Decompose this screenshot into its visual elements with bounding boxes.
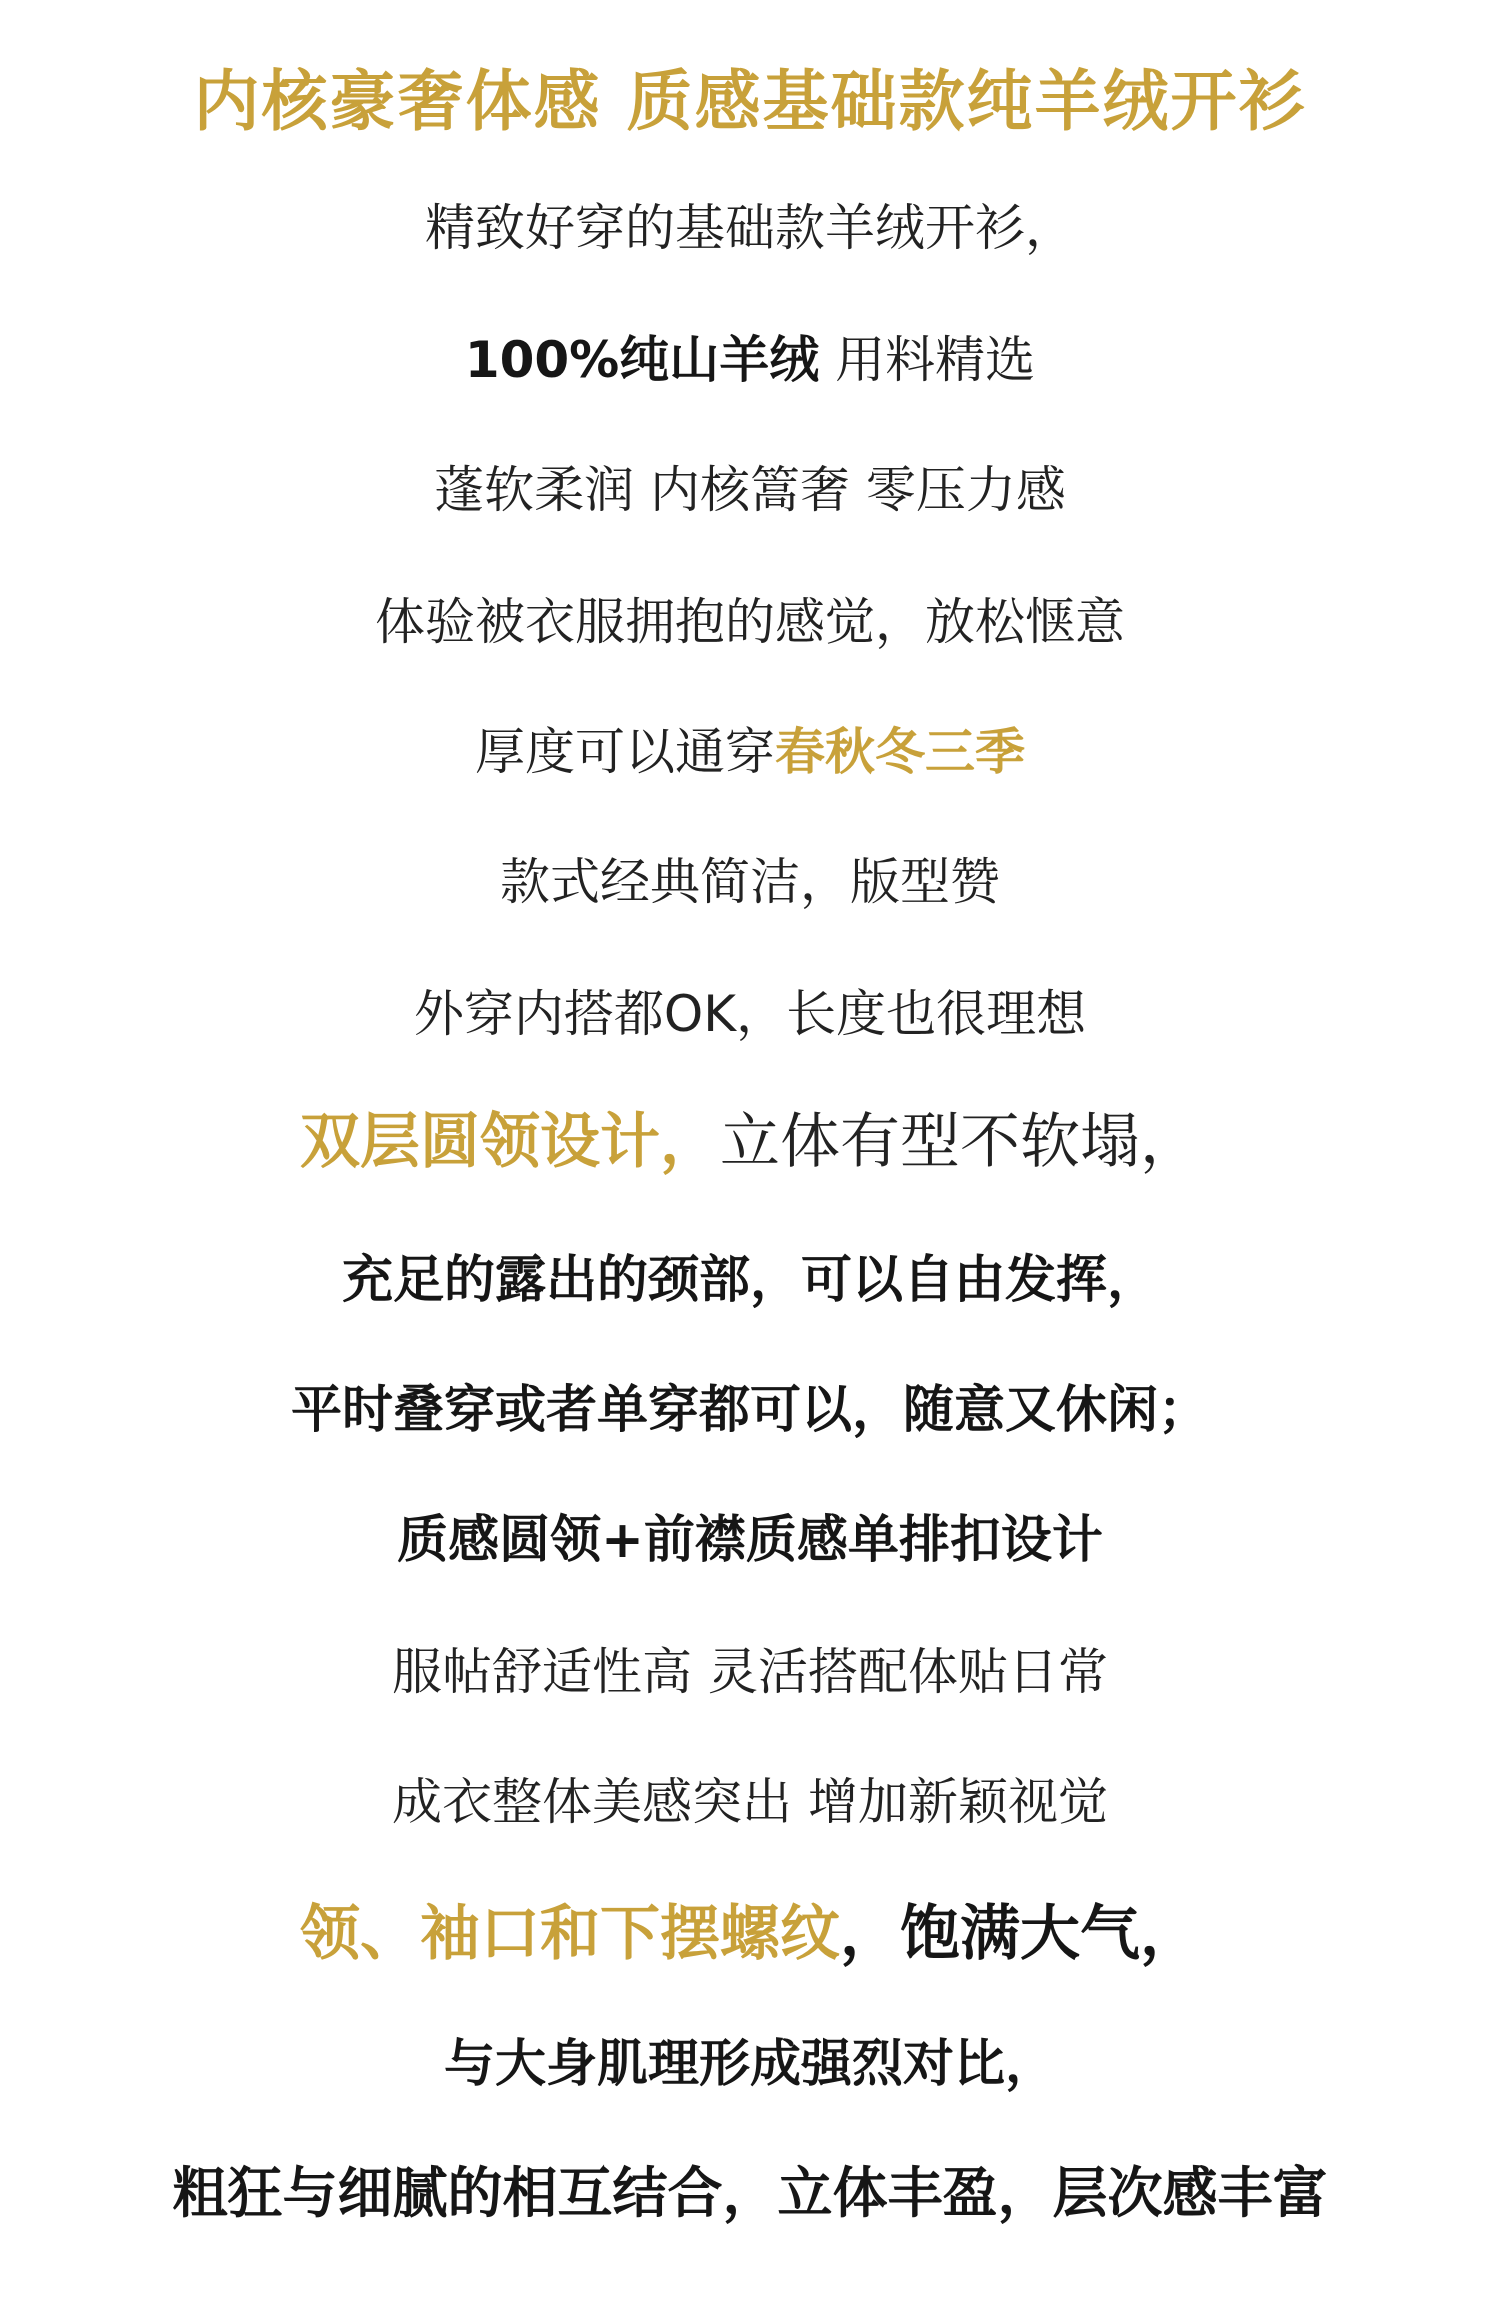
text-line-7: 外穿内搭都OK，长度也很理想: [413, 985, 1087, 1043]
text-line-13: 成衣整体美感突出 增加新颖视觉: [392, 1773, 1108, 1831]
text-line-10: 平时叠穿或者单穿都可以，随意又休闲；: [290, 1381, 1209, 1440]
text-line-1: 精致好穿的基础款羊绒开衫，: [425, 199, 1075, 257]
text-line-5-pre: 厚度可以通穿: [475, 723, 775, 781]
highlight-seasons: 春秋冬三季: [775, 723, 1025, 781]
text-line-15: 与大身肌理形成强烈对比，: [443, 2035, 1056, 2094]
highlight-material: 100%纯山羊绒: [464, 331, 820, 389]
text-line-5: [0, 722, 1500, 782]
text-line-9: 充足的露出的颈部，可以自由发挥，: [341, 1251, 1158, 1310]
highlight-collar: 双层圆领设计，: [300, 1107, 720, 1177]
highlight-ribbing: 领、袖口和下摆螺纹: [300, 1899, 840, 1969]
text-line-14: [0, 1898, 1500, 1970]
text-line-2: [0, 330, 1500, 390]
text-line-3: 蓬软柔润 内核篙奢 零压力感: [434, 461, 1066, 519]
text-line-2-rest: 用料精选: [819, 331, 1036, 389]
text-line-8-rest: 立体有型不软塌，: [720, 1107, 1200, 1177]
text-line-16: 粗狂与细腻的相互结合，立体丰盈，层次感丰富: [172, 2161, 1328, 2225]
page-title: 内核豪奢体感 质感基础款纯羊绒开衫: [193, 63, 1307, 140]
text-line-11: 质感圆领+前襟质感单排扣设计: [397, 1511, 1103, 1570]
text-line-4: 体验被衣服拥抱的感觉，放松惬意: [375, 593, 1125, 651]
text-line-8: [0, 1106, 1500, 1178]
text-line-14-rest: ，饱满大气，: [840, 1899, 1200, 1969]
text-line-6: 款式经典简洁，版型赞: [500, 853, 1000, 911]
text-line-12: 服帖舒适性高 灵活搭配体贴日常: [392, 1643, 1108, 1701]
